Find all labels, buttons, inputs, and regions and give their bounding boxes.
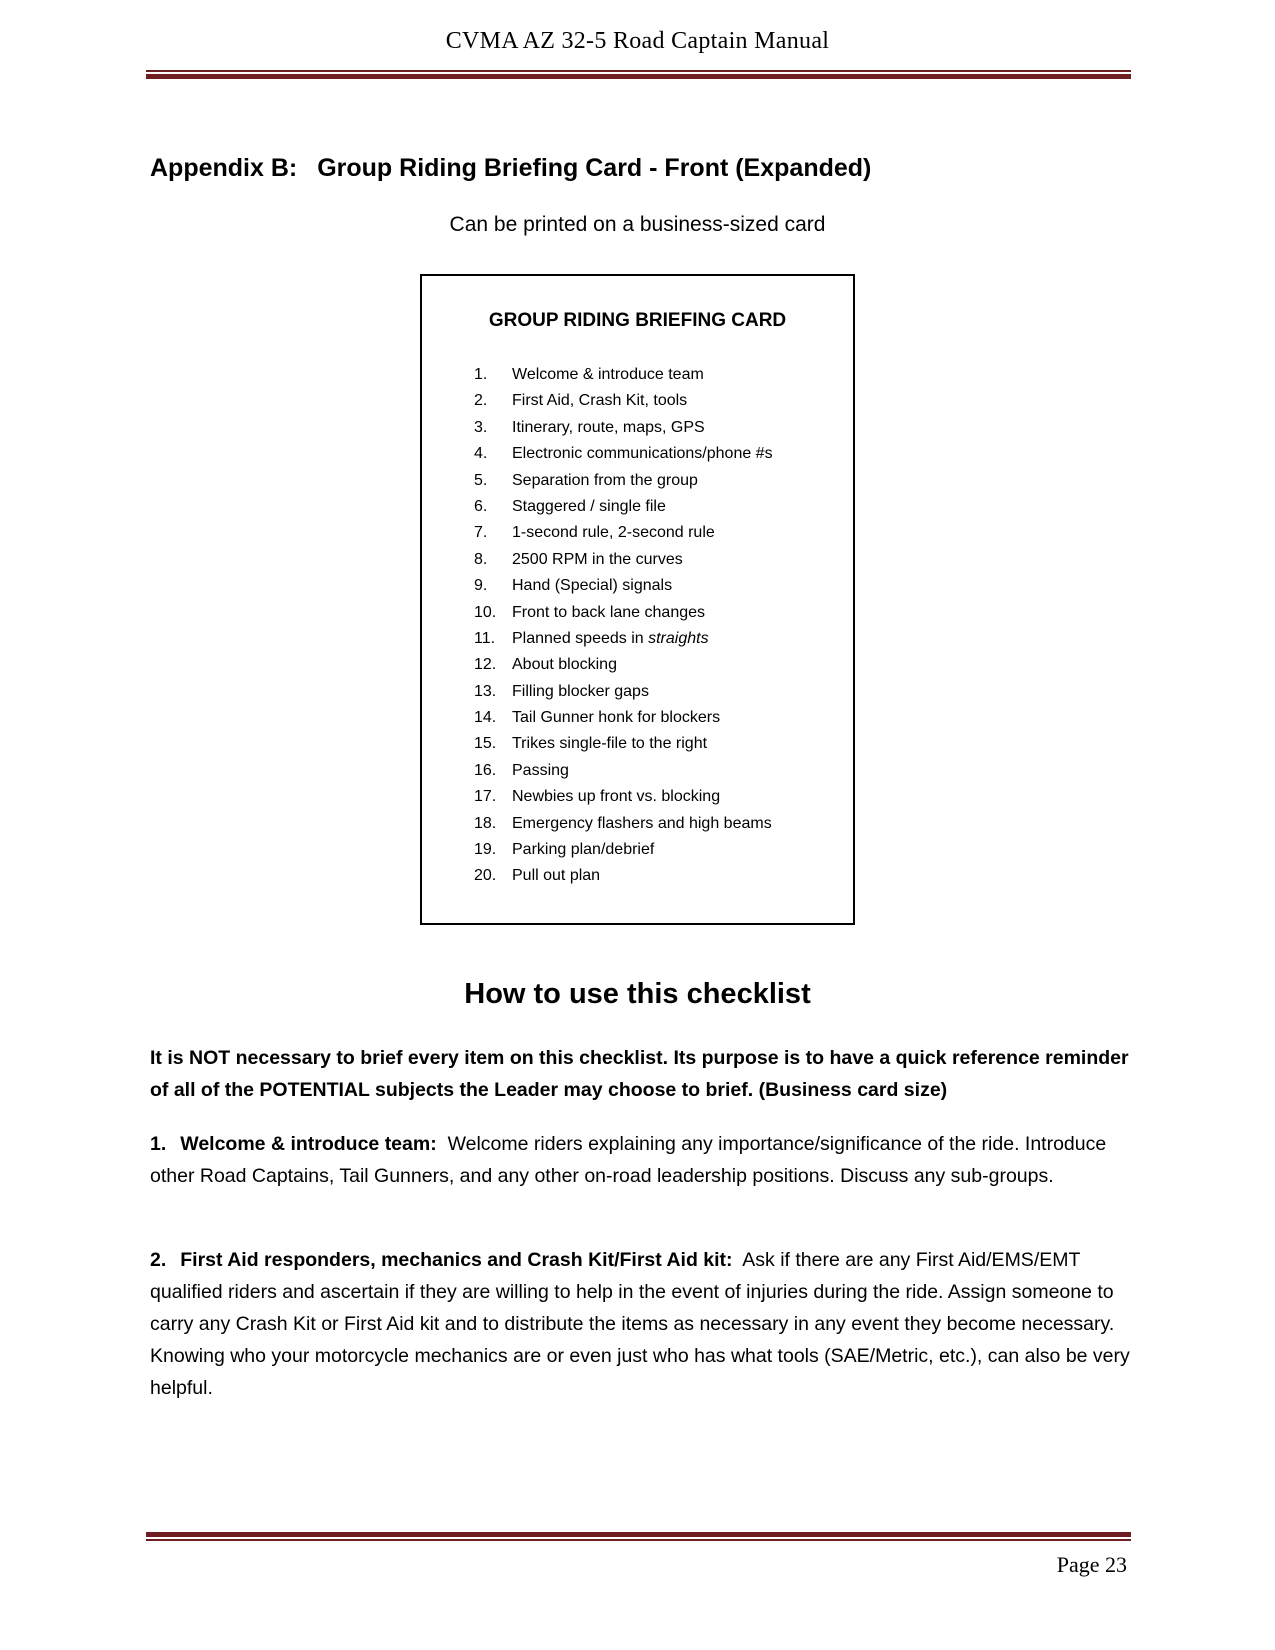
card-item-number: 18. — [474, 814, 497, 832]
card-list-item — [474, 652, 773, 678]
card-title: GROUP RIDING BRIEFING CARD — [488, 310, 787, 331]
item-heading: First Aid responders, mechanics and Crash Kit/First Aid kit: — [180, 1249, 733, 1271]
card-list-item — [474, 573, 773, 599]
howto-item-1 — [150, 1128, 1130, 1192]
card-item-text: Filling blocker gaps — [512, 682, 649, 700]
card-list-item — [474, 468, 773, 494]
card-item-number: 19. — [474, 841, 497, 859]
card-item-text: Parking plan/debrief — [512, 841, 655, 859]
card-list-item — [474, 705, 773, 731]
card-item-emphasis: straights — [648, 629, 709, 647]
card-item-number: 5. — [474, 471, 488, 489]
howto-title: How to use this checklist — [464, 978, 811, 1010]
card-item-text: Welcome & introduce team — [512, 366, 704, 383]
card-list-item — [474, 547, 773, 573]
card-list-item — [474, 600, 773, 626]
card-item-text: About blocking — [512, 656, 617, 674]
card-item-text: 1-second rule, 2-second rule — [512, 524, 715, 542]
card-item-number: 15. — [474, 735, 497, 753]
card-list-item — [474, 837, 773, 863]
howto-item-2 — [150, 1244, 1130, 1404]
card-list-item — [474, 758, 773, 784]
card-item-number: 14. — [474, 709, 497, 727]
card-item-text: Emergency flashers and high beams — [512, 814, 772, 832]
card-item-number: 9. — [474, 577, 488, 595]
card-item-text: Newbies up front vs. blocking — [512, 788, 721, 806]
howto-intro: It is NOT necessary to brief every item on this checklist. Its purpose is to have a quick reference reminder of all of the POTENTIAL subjects the Leader may choose to brief. (Business card size) — [150, 1047, 1129, 1101]
card-item-number: 16. — [474, 761, 497, 779]
item-number: 1. — [150, 1133, 167, 1155]
card-list-item — [474, 362, 773, 388]
card-list-item — [474, 731, 773, 757]
card-item-number: 20. — [474, 867, 497, 885]
card-item-number: 4. — [474, 445, 488, 463]
card-item-text: Hand (Special) signals — [512, 577, 673, 595]
card-list-item — [474, 626, 773, 652]
card-item-number: 7. — [474, 524, 488, 542]
footer-rule — [146, 1532, 1131, 1541]
appendix-label: Appendix B: — [150, 154, 298, 182]
card-item-number: 2. — [474, 392, 488, 410]
card-item-number: 8. — [474, 550, 488, 568]
card-item-number: 10. — [474, 603, 497, 621]
card-item-text: Electronic communications/phone #s — [512, 445, 773, 463]
card-checklist — [474, 362, 773, 890]
page-number: Page 23 — [1056, 1552, 1127, 1577]
card-list-item — [474, 520, 773, 546]
card-item-number: 6. — [474, 497, 488, 515]
card-item-text: Tail Gunner honk for blockers — [512, 709, 721, 727]
appendix-heading: Group Riding Briefing Card - Front (Expanded) — [317, 154, 872, 182]
item-body: Ask if there are any First Aid/EMS/EMT qualified riders and ascertain if they are willing to help in the event of injuries during the ride. Assign someone to carry any Crash Kit or First Aid kit and to distribute the items as necessary in any event they become necessary. Knowing who your motorcycle mechanics are or even just who has what tools (SAE/Metric, etc.), can also be very helpful. — [150, 1249, 1130, 1399]
card-item-number: 13. — [474, 682, 497, 700]
card-list-item — [474, 441, 773, 467]
card-item-number: 1. — [474, 366, 488, 383]
card-list-item — [474, 863, 773, 889]
card-list-item — [474, 494, 773, 520]
card-item-text: Staggered / single file — [512, 497, 666, 515]
item-heading: Welcome & introduce team: — [180, 1133, 437, 1155]
briefing-card — [420, 274, 855, 925]
card-item-text: Front to back lane changes — [512, 603, 706, 621]
header-rule — [146, 70, 1131, 79]
card-item-text: Itinerary, route, maps, GPS — [512, 418, 705, 436]
card-item-text: Passing — [512, 761, 569, 779]
card-item-number: 11. — [474, 629, 496, 647]
card-list-item — [474, 388, 773, 414]
card-item-text: Planned speeds in — [512, 629, 644, 647]
card-item-text: Separation from the group — [512, 471, 698, 489]
card-list-item — [474, 811, 773, 837]
card-list-item — [474, 415, 773, 441]
card-item-number: 17. — [474, 788, 497, 806]
card-item-text: Trikes single-file to the right — [512, 735, 708, 753]
running-header: CVMA AZ 32-5 Road Captain Manual — [445, 28, 830, 54]
card-list-item — [474, 679, 773, 705]
item-body: Welcome riders explaining any importance/significance of the ride. Introduce other Road Captains, Tail Gunners, and any other on-road leadership positions. Discuss any sub-groups. — [150, 1133, 1107, 1187]
card-item-number: 12. — [474, 656, 497, 674]
appendix-subtitle: Can be printed on a business-sized card — [449, 213, 826, 236]
appendix-title — [150, 154, 871, 183]
card-item-text: 2500 RPM in the curves — [512, 550, 683, 568]
item-number: 2. — [150, 1249, 167, 1271]
card-list-item — [474, 784, 773, 810]
card-item-text: First Aid, Crash Kit, tools — [512, 392, 688, 410]
card-item-number: 3. — [474, 418, 488, 436]
card-item-text: Pull out plan — [512, 867, 601, 885]
